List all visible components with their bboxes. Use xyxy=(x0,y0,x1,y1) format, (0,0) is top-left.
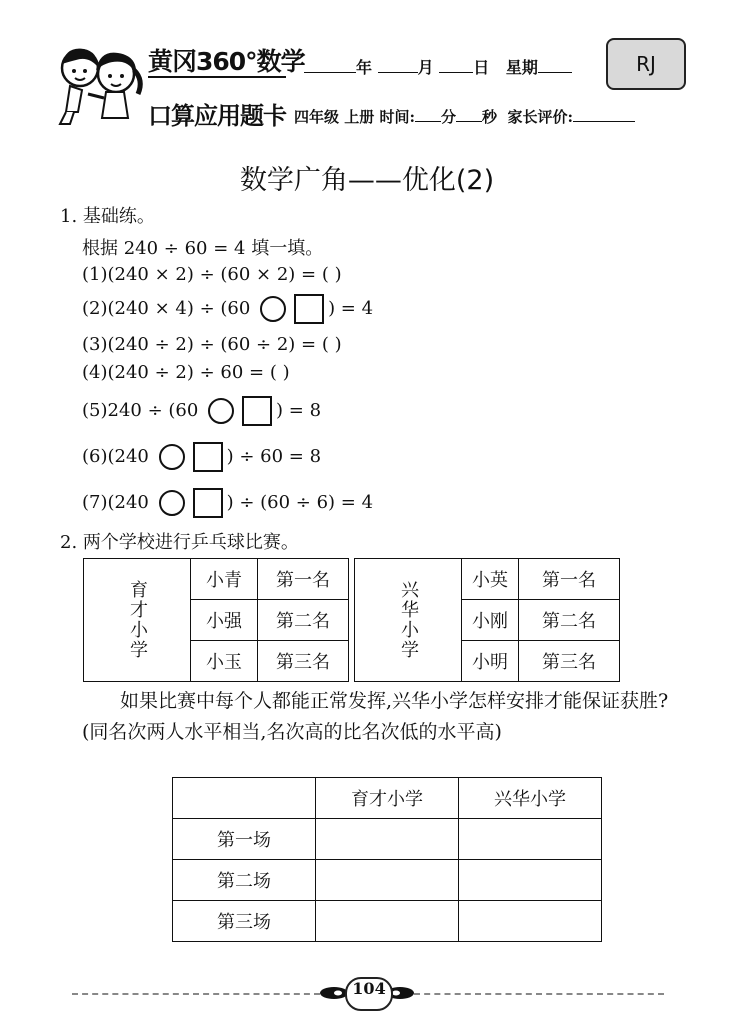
page-title: 数学广角——优化(2) xyxy=(239,165,495,196)
q1-item-2 xyxy=(82,294,373,324)
answer-cell[interactable] xyxy=(459,901,602,942)
q1-heading: 1. 基础练。 xyxy=(60,206,155,227)
q1-item-5-right: ) = 8 xyxy=(276,400,322,421)
number-box-blank[interactable] xyxy=(294,294,324,324)
q1-item-7 xyxy=(82,488,373,518)
player-name: 小明 xyxy=(462,641,519,682)
q2-heading: 2. 两个学校进行乒乓球比赛。 xyxy=(60,532,299,553)
parent-eval-label: 家长评价: xyxy=(507,108,574,126)
player-name: 小玉 xyxy=(191,641,258,682)
answer-table xyxy=(172,777,602,942)
edition-badge: RJ xyxy=(606,38,686,90)
q1-item-6 xyxy=(82,442,321,472)
player-rank: 第三名 xyxy=(519,641,620,682)
date-weekday-label: 星期 xyxy=(505,58,538,77)
answer-header-blank xyxy=(173,778,316,819)
operator-circle-blank[interactable] xyxy=(260,296,286,322)
minutes-label: 分 xyxy=(441,108,457,126)
date-day-label: 日 xyxy=(473,58,490,77)
q1-item-5 xyxy=(82,396,321,426)
footer-divider-left xyxy=(72,993,320,995)
school-b-table xyxy=(354,558,620,682)
answer-header-school-b: 兴华小学 xyxy=(459,778,602,819)
operator-circle-blank[interactable] xyxy=(208,398,234,424)
player-rank: 第一名 xyxy=(258,559,349,600)
cartoon-kids-logo xyxy=(48,40,148,130)
player-rank: 第一名 xyxy=(519,559,620,600)
page-number: 104 xyxy=(345,977,393,1011)
player-rank: 第三名 xyxy=(258,641,349,682)
q1-item-1: (1)(240 × 2) ÷ (60 × 2) = ( ) xyxy=(82,264,342,285)
player-rank: 第二名 xyxy=(258,600,349,641)
operator-circle-blank[interactable] xyxy=(159,490,185,516)
seconds-label: 秒 xyxy=(482,108,498,126)
info-fields xyxy=(294,106,635,127)
player-name: 小强 xyxy=(191,600,258,641)
school-a-name: 育才小学 xyxy=(84,559,191,682)
number-box-blank[interactable] xyxy=(242,396,272,426)
footer-divider-right xyxy=(414,993,664,995)
q2-question: 如果比赛中每个人都能正常发挥,兴华小学怎样安排才能保证获胜?(同名次两人水平相当,名次高的比名次低的水平高) xyxy=(82,690,669,743)
date-fields xyxy=(304,55,572,78)
q1-intro: 根据 240 ÷ 60 = 4 填一填。 xyxy=(82,238,324,259)
q1-item-6-left: (6)(240 xyxy=(82,446,155,467)
player-rank: 第二名 xyxy=(519,600,620,641)
answer-row-label: 第二场 xyxy=(173,860,316,901)
school-b-name: 兴华小学 xyxy=(355,559,462,682)
answer-header-school-a: 育才小学 xyxy=(316,778,459,819)
q1-item-6-right: ) ÷ 60 = 8 xyxy=(226,446,322,467)
answer-cell[interactable] xyxy=(459,819,602,860)
brand-underline xyxy=(148,76,286,78)
answer-row-label: 第一场 xyxy=(173,819,316,860)
q1-item-5-left: (5)240 ÷ (60 xyxy=(82,400,205,421)
brand-subtitle: 口算应用题卡 xyxy=(148,102,286,130)
date-year-label: 年 xyxy=(356,58,373,77)
answer-cell[interactable] xyxy=(316,819,459,860)
q1-item-7-right: ) ÷ (60 ÷ 6) = 4 xyxy=(226,492,374,513)
answer-cell[interactable] xyxy=(459,860,602,901)
player-name: 小青 xyxy=(191,559,258,600)
q1-item-4: (4)(240 ÷ 2) ÷ 60 = ( ) xyxy=(82,362,290,383)
number-box-blank[interactable] xyxy=(193,488,223,518)
player-name: 小刚 xyxy=(462,600,519,641)
time-label: 时间: xyxy=(379,108,416,126)
q1-item-2-left: (2)(240 × 4) ÷ (60 xyxy=(82,298,257,319)
q1-item-2-right: ) = 4 xyxy=(328,298,374,319)
number-box-blank[interactable] xyxy=(193,442,223,472)
answer-cell[interactable] xyxy=(316,860,459,901)
q1-item-3: (3)(240 ÷ 2) ÷ (60 ÷ 2) = ( ) xyxy=(82,334,342,355)
answer-row-label: 第三场 xyxy=(173,901,316,942)
player-name: 小英 xyxy=(462,559,519,600)
school-a-table xyxy=(83,558,349,682)
grade-label: 四年级 上册 xyxy=(294,108,375,126)
date-month-label: 月 xyxy=(417,58,434,77)
answer-cell[interactable] xyxy=(316,901,459,942)
q1-item-7-left: (7)(240 xyxy=(82,492,155,513)
brand-title: 黄冈360°数学 xyxy=(148,47,305,76)
operator-circle-blank[interactable] xyxy=(159,444,185,470)
